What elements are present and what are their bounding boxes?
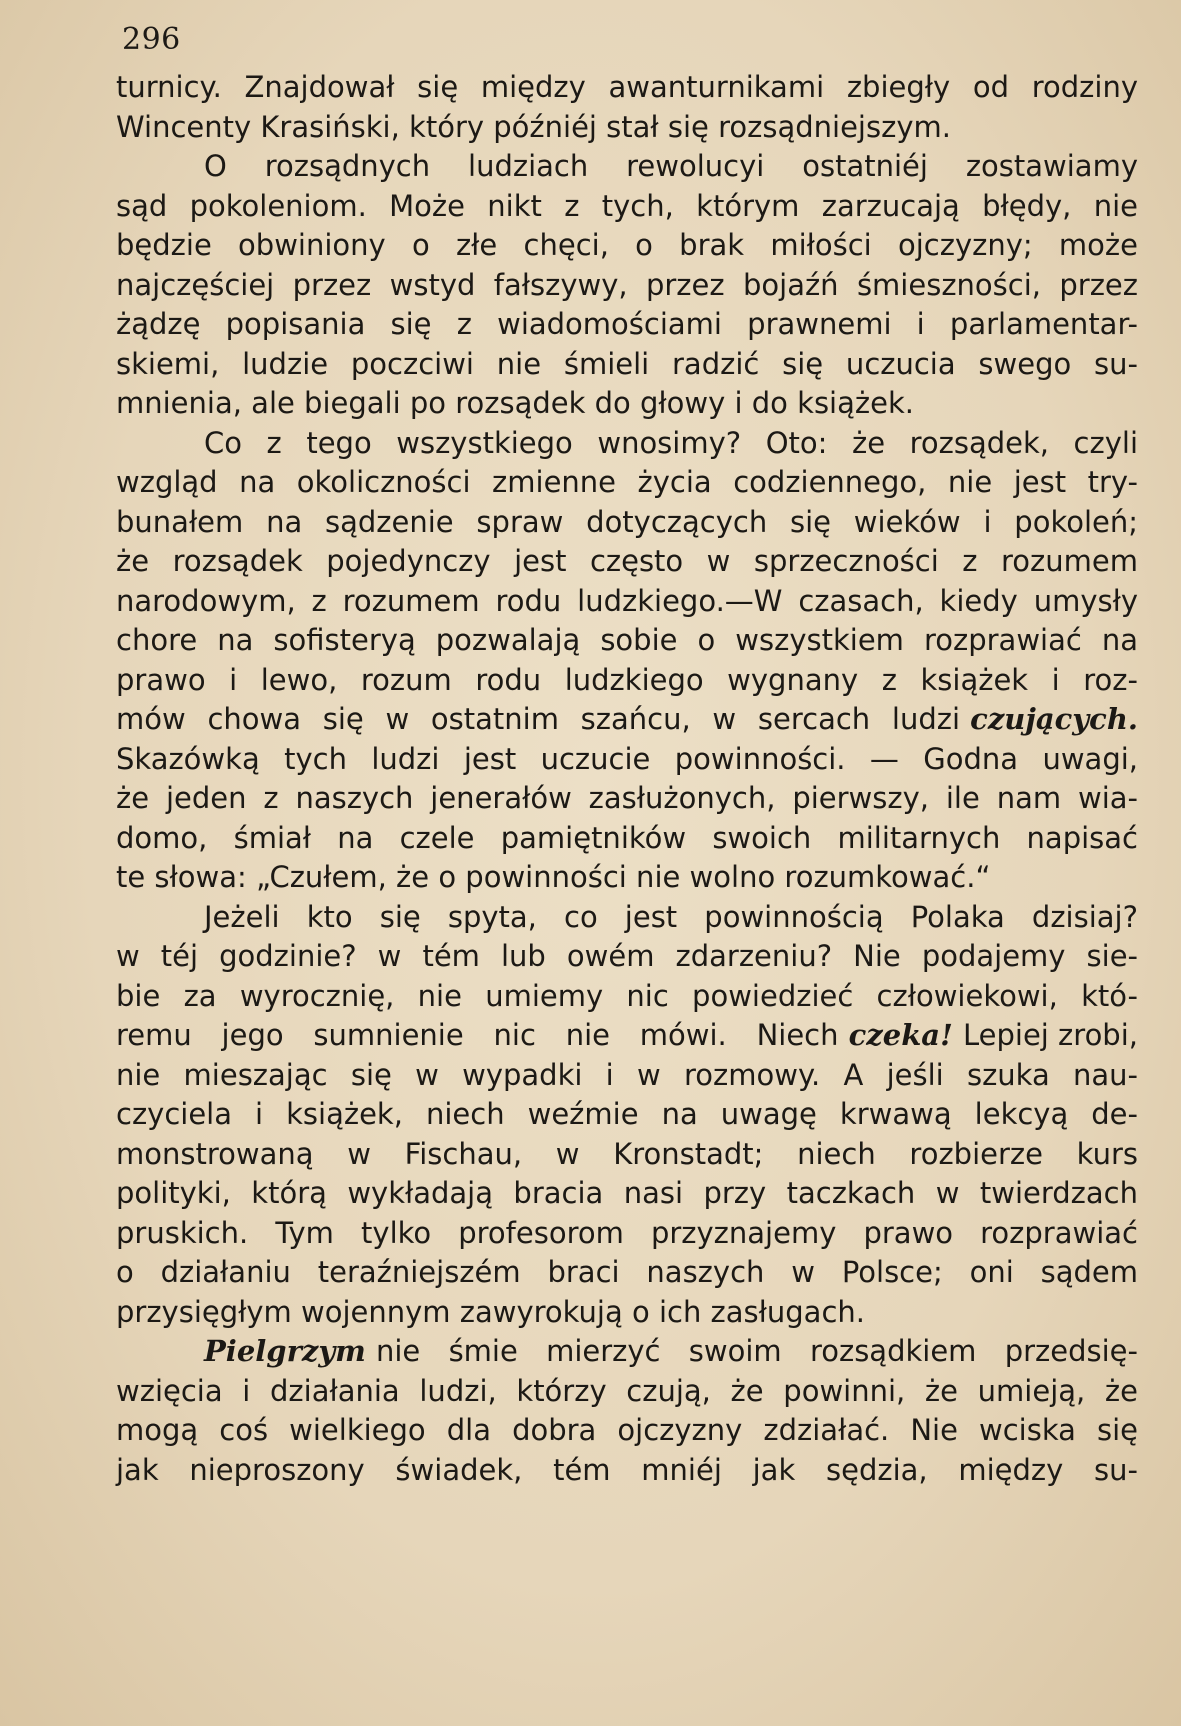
text-line <box>116 1095 1138 1135</box>
text-line <box>116 977 1138 1017</box>
line-text: bunałem na sądzenie spraw dotyczących się wieków i pokoleń; <box>116 504 1138 539</box>
italic-text: Pielgrzym <box>204 1334 366 1368</box>
line-text: turnicy. Znajdował się między awanturnikami zbiegły od rodziny <box>116 70 1138 104</box>
text-line <box>116 226 1138 266</box>
text-line <box>116 345 1138 385</box>
text-line <box>116 898 1138 938</box>
text-line <box>116 503 1138 543</box>
text-line <box>116 266 1138 306</box>
text-line <box>116 147 1138 187</box>
text-line <box>116 700 1138 740</box>
line-text: mnienia, ale biegali po rozsądek do głowy i do książek. <box>116 386 914 420</box>
line-text: jak nieproszony świadek, tém mniéj jak sędzia, między su- <box>116 1452 1138 1487</box>
line-text: pruskich. Tym tylko profesorom przyznajemy prawo rozprawiać <box>116 1215 1138 1250</box>
line-text: bie za wyrocznię, nie umiemy nic powiedzieć człowiekowi, któ- <box>116 978 1138 1013</box>
line-text: będzie obwiniony o złe chęci, o brak miłości ojczyzny; może <box>116 228 1138 262</box>
line-text: mów chowa się w ostatnim szańcu, w sercach ludzi <box>116 702 961 736</box>
line-text: domo, śmiał na czele pamiętników swoich militarnych napisać <box>116 820 1138 855</box>
line-text: o działaniu teraźniejszém braci naszych w Polsce; oni sądem <box>116 1255 1138 1289</box>
line-text: chore na sofisteryą pozwalają sobie o wszystkiem rozprawiać na <box>116 623 1138 657</box>
text-line <box>116 187 1138 227</box>
line-text: Wincenty Krasiński, który późniéj stał się rozsądniejszym. <box>116 109 951 144</box>
line-text: O rozsądnych ludziach rewolucyi ostatniéj zostawiamy <box>204 149 1138 183</box>
line-text: Jeżeli kto się spyta, co jest powinnością Polaka dzisiaj? <box>204 899 1138 934</box>
text-line <box>116 661 1138 701</box>
line-text: nie śmie mierzyć swoim rozsądkiem przedsię- <box>376 1334 1138 1368</box>
text-line <box>116 1372 1138 1412</box>
line-text: wzięcia i działania ludzi, którzy czują, że powinni, że umieją, że <box>116 1373 1138 1408</box>
line-text: przysięgłym wojennym zawyrokują o ich zasługach. <box>116 1294 865 1329</box>
text-line <box>116 937 1138 977</box>
text-line <box>116 108 1138 148</box>
text-line <box>116 740 1138 780</box>
page-number: 296 <box>122 22 181 57</box>
line-text: skiemi, ludzie poczciwi nie śmieli radzić się uczucia swego su- <box>116 346 1138 381</box>
text-line <box>116 1411 1138 1451</box>
text-line <box>116 305 1138 345</box>
line-text: Lepiej zrobi, <box>962 1018 1138 1052</box>
text-line <box>116 621 1138 661</box>
italic-text: czujących. <box>970 702 1138 736</box>
text-line <box>116 384 1138 424</box>
text-line <box>116 463 1138 503</box>
text-line <box>116 1451 1138 1491</box>
text-line <box>116 68 1138 108</box>
line-text: najczęściej przez wstyd fałszywy, przez bojaźń śmieszności, przez <box>116 267 1138 302</box>
line-text: Co z tego wszystkiego wnosimy? Oto: że rozsądek, czyli <box>204 425 1138 460</box>
line-text: polityki, którą wykładają bracia nasi przy taczkach w twierdzach <box>116 1176 1138 1210</box>
text-line <box>116 858 1138 898</box>
line-text: prawo i lewo, rozum rodu ludzkiego wygnany z książek i roz- <box>116 662 1138 697</box>
line-text: monstrowaną w Fischau, w Kronstadt; niech rozbierze kurs <box>116 1136 1138 1171</box>
line-text: że rozsądek pojedynczy jest często w sprzeczności z rozumem <box>116 544 1138 578</box>
line-text: mogą coś wielkiego dla dobra ojczyzny zdziałać. Nie wciska się <box>116 1413 1138 1447</box>
line-text: w téj godzinie? w tém lub owém zdarzeniu? Nie podajemy sie- <box>116 939 1138 973</box>
text-line <box>116 819 1138 859</box>
text-line <box>116 1332 1138 1372</box>
body-text <box>116 68 1138 1490</box>
text-line <box>116 1253 1138 1293</box>
text-line <box>116 1174 1138 1214</box>
line-text: remu jego sumnienie nic nie mówi. Niech <box>116 1018 839 1052</box>
text-line <box>116 1016 1138 1056</box>
text-line <box>116 1056 1138 1096</box>
text-line <box>116 1214 1138 1254</box>
line-text: narodowym, z rozumem rodu ludzkiego.—W czasach, kiedy umysły <box>116 583 1138 618</box>
line-text: te słowa: „Czułem, że o powinności nie wolno rozumkować.“ <box>116 860 991 894</box>
text-line <box>116 582 1138 622</box>
line-text: nie mieszając się w wypadki i w rozmowy. A jeśli szuka nau- <box>116 1057 1138 1092</box>
text-line <box>116 424 1138 464</box>
line-text: żądzę popisania się z wiadomościami prawnemi i parlamentar- <box>116 307 1138 341</box>
line-text: czyciela i książek, niech weźmie na uwagę krwawą lekcyą de- <box>116 1097 1138 1131</box>
line-text: wzgląd na okoliczności zmienne życia codziennego, nie jest try- <box>116 465 1138 499</box>
line-text: że jeden z naszych jenerałów zasłużonych, pierwszy, ile nam wia- <box>116 781 1138 815</box>
text-line <box>116 542 1138 582</box>
text-line <box>116 779 1138 819</box>
italic-text: czeka! <box>848 1018 953 1052</box>
text-line <box>116 1293 1138 1333</box>
line-text: sąd pokoleniom. Może nikt z tych, którym zarzucają błędy, nie <box>116 188 1138 223</box>
line-text: Skazówką tych ludzi jest uczucie powinności. — Godna uwagi, <box>116 741 1138 776</box>
text-line <box>116 1135 1138 1175</box>
